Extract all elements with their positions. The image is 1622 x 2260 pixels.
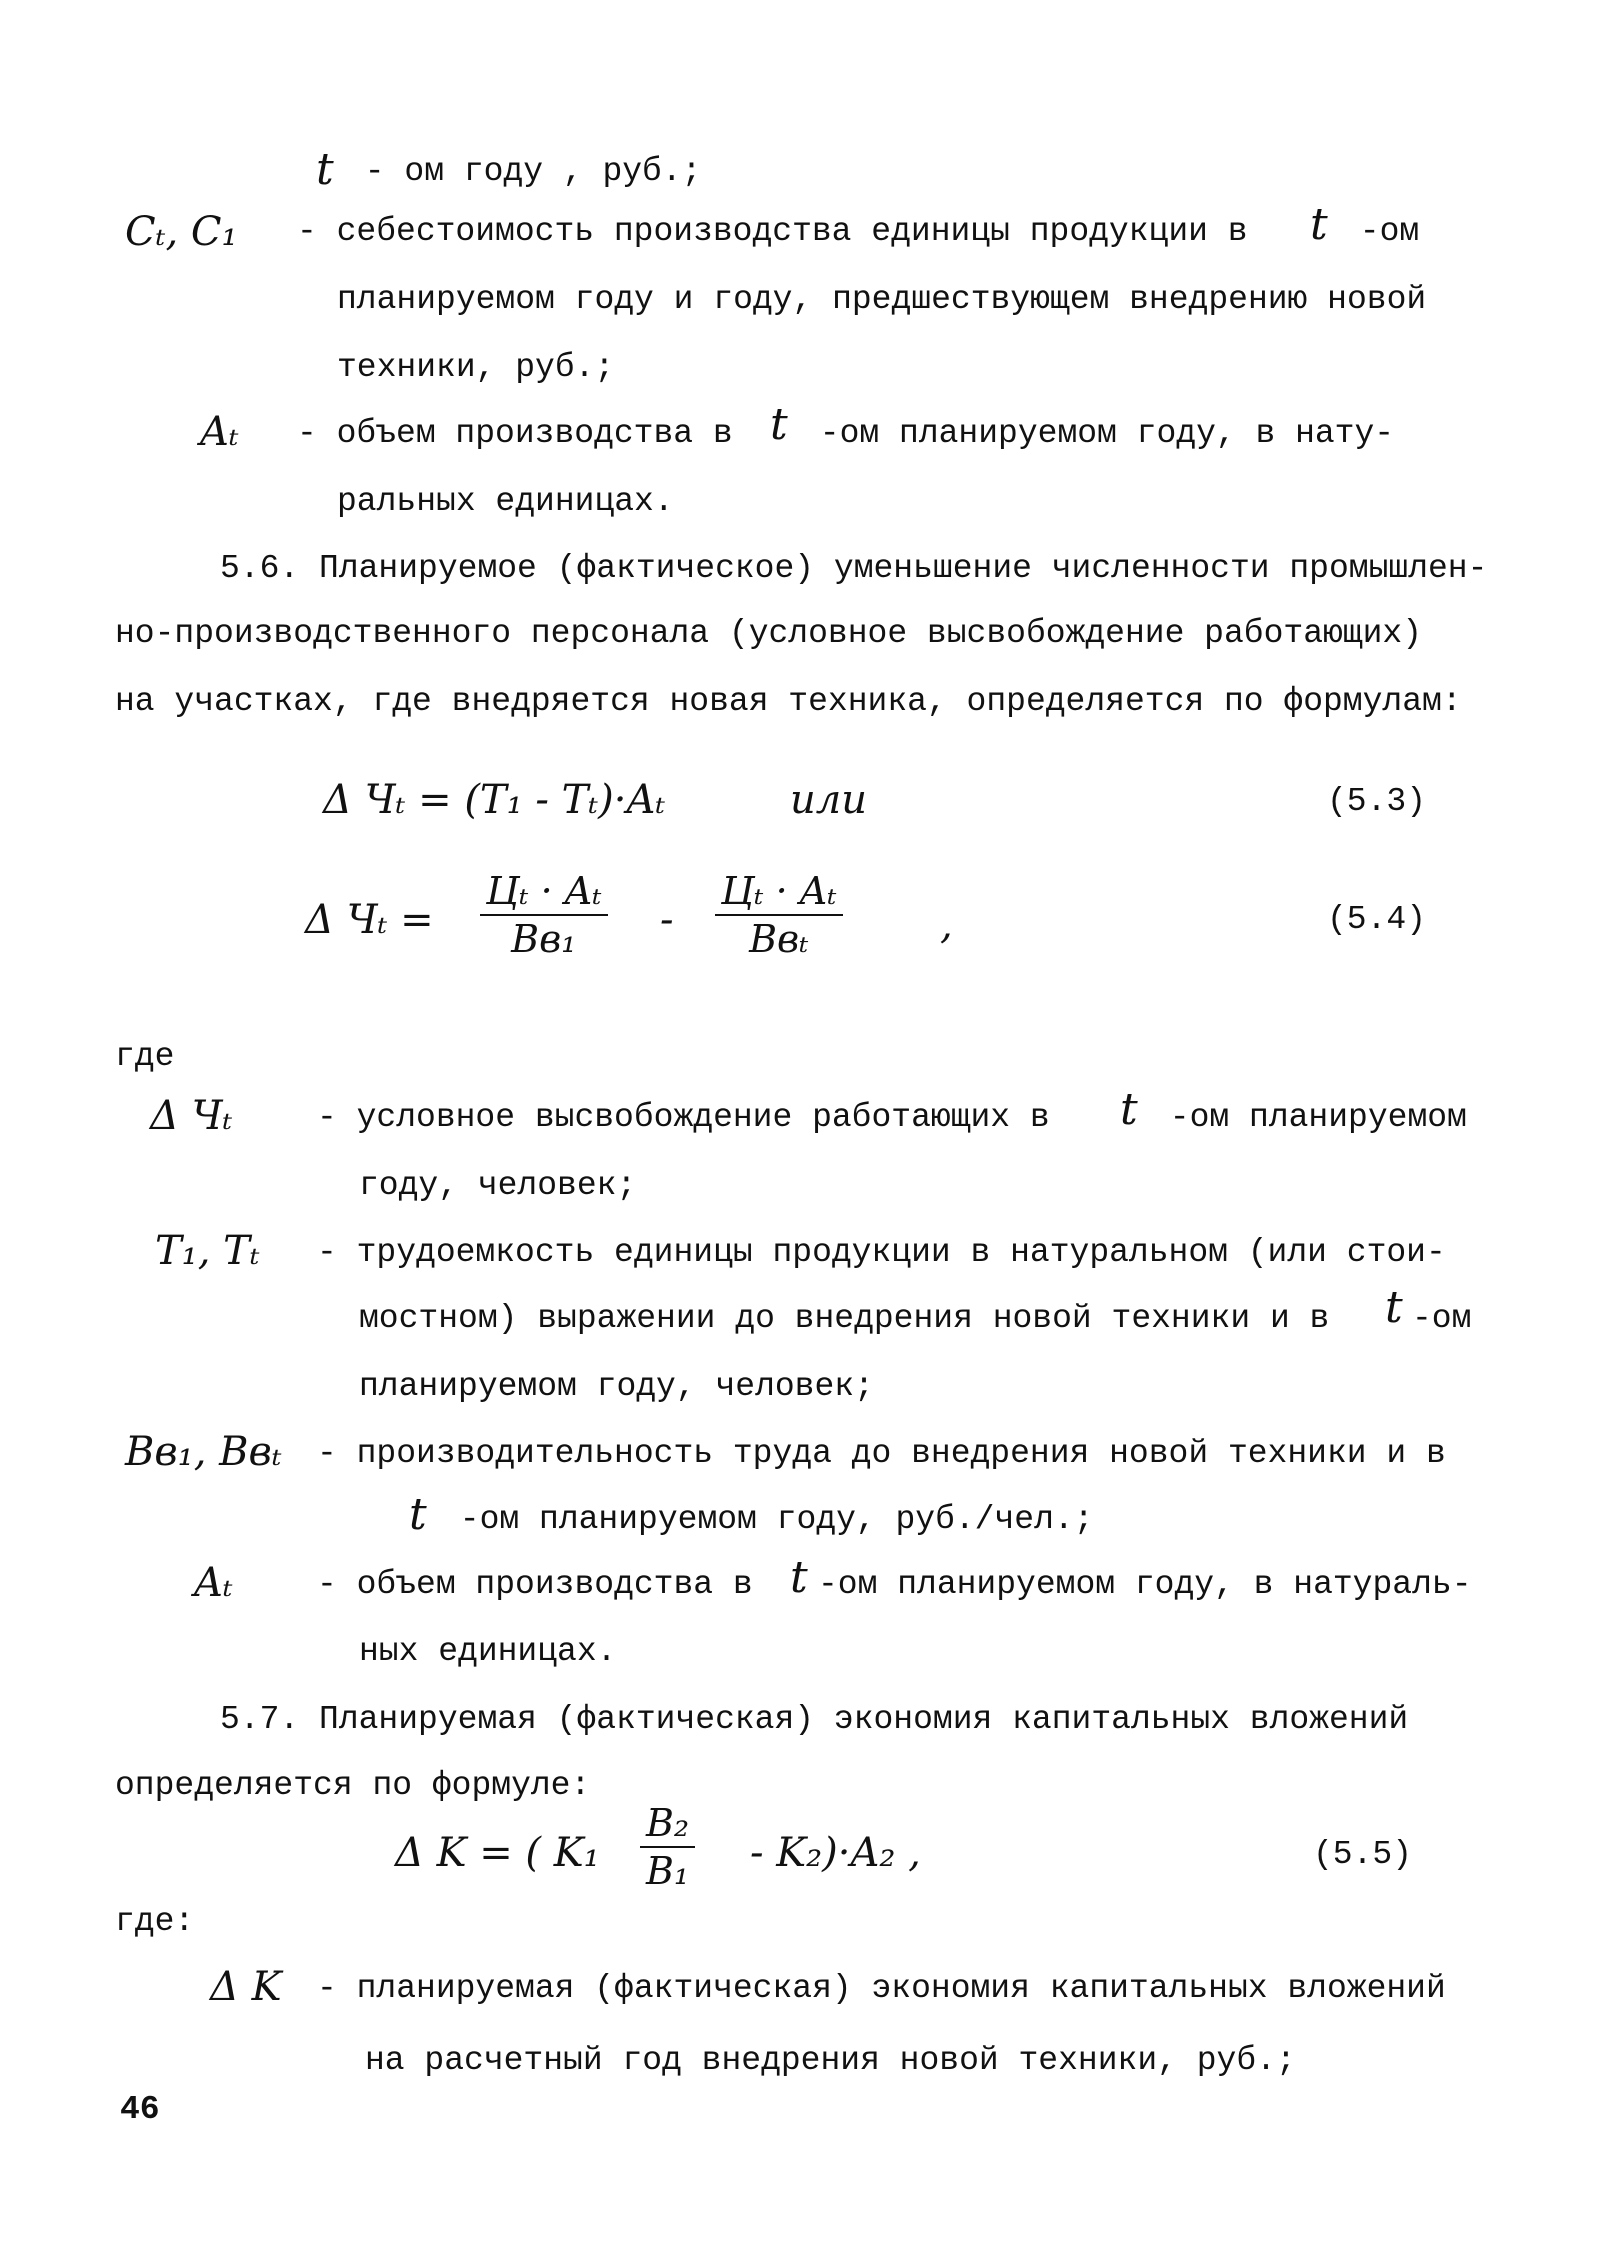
text-line: планируемом году и году, предшествующем внедрению новой [337, 281, 1427, 318]
numerator: B₂ [640, 1800, 695, 1848]
text-line: на расчетный год внедрения новой техники, руб.; [365, 2042, 1296, 2079]
page-number: 46 [120, 2091, 160, 2128]
text-line: -ом планируемом году, руб./чел.; [440, 1501, 1094, 1538]
symbol-a: Aₜ [194, 1560, 233, 1606]
where-label: где: [115, 1903, 195, 1940]
paragraph-line: определяется по формуле: [115, 1767, 591, 1804]
text-line: -ом [1340, 213, 1420, 250]
numerator: Цₜ · Aₜ [480, 868, 608, 916]
denominator: B₁ [646, 1849, 690, 1893]
text-line: мостном) выражении до внедрения новой техники и в [359, 1300, 1330, 1337]
formula-5-5-rhs: - K₂)·A₂ , [750, 1830, 921, 1876]
denominator: Bв₁ [511, 917, 577, 961]
symbol-t: t [316, 144, 334, 195]
symbol-t: t [409, 1489, 427, 1540]
where-label: где [115, 1038, 175, 1075]
numerator: Цₜ · Aₜ [715, 868, 843, 916]
symbol-t: t [770, 399, 788, 450]
text-line: -ом планируемом году, в нату- [800, 415, 1395, 452]
symbol-t1-tt: T₁, Tₜ [155, 1228, 260, 1274]
fraction [480, 868, 608, 962]
symbol-c: Cₜ, C₁ [125, 209, 238, 255]
paragraph-line: 5.6. Планируемое (фактическое) уменьшение численности промышлен- [220, 550, 1488, 587]
text-line: -ом планируемом [1150, 1099, 1467, 1136]
text-line: -ом планируемом году, в натураль- [818, 1566, 1472, 1603]
symbol-b: Bв₁, Bвₜ [125, 1429, 282, 1475]
comma: , [940, 902, 953, 948]
minus-sign: - [660, 897, 674, 943]
text-line: ных единицах. [359, 1633, 617, 1670]
symbol-t: t [790, 1552, 808, 1603]
formula-5-3: Δ Чₜ = (T₁ - Tₜ)·Aₜ [323, 777, 666, 823]
text-line: - себестоимость производства единицы продукции в [297, 213, 1248, 250]
text-line: - планируемая (фактическая) экономия капитальных вложений [317, 1970, 1446, 2007]
text-line: -ом [1412, 1300, 1472, 1337]
symbol-t: t [1120, 1084, 1138, 1135]
text-line: техники, руб.; [337, 349, 615, 386]
text-line: ральных единицах. [337, 483, 674, 520]
paragraph-line: но-производственного персонала (условное высвобождение работающих) [115, 615, 1423, 652]
paragraph-line: 5.7. Планируемая (фактическая) экономия капитальных вложений [220, 1701, 1409, 1738]
equation-number: (5.3) [1327, 783, 1427, 820]
text-line: - объем производства в [317, 1566, 753, 1603]
denominator: Bвₜ [749, 917, 809, 961]
text-line: - объем производства в [297, 415, 733, 452]
equation-number: (5.4) [1327, 901, 1427, 938]
text-line: году, человек; [359, 1167, 637, 1204]
symbol-a: Aₜ [200, 409, 239, 455]
text-line: планируемом году, человек; [359, 1368, 874, 1405]
symbol-delta-k: Δ K [210, 1964, 282, 2010]
paragraph-line: на участках, где внедряется новая техника, определяется по формулам: [115, 683, 1462, 720]
fraction [640, 1800, 695, 1894]
text-line: - производительность труда до внедрения новой техники и в [317, 1435, 1446, 1472]
text-line: - трудоемкость единицы продукции в натуральном (или стои- [317, 1234, 1446, 1271]
text-line: - условное высвобождение работающих в [317, 1099, 1050, 1136]
formula-5-4-lhs: Δ Чₜ = [305, 897, 434, 943]
formula-or: или [790, 777, 867, 823]
symbol-delta-ch: Δ Чₜ [150, 1093, 233, 1139]
symbol-t: t [1310, 199, 1328, 250]
formula-5-5-lhs: Δ K = ( K₁ [395, 1830, 600, 1876]
symbol-t: t [1385, 1282, 1403, 1333]
equation-number: (5.5) [1313, 1836, 1413, 1873]
fraction [715, 868, 843, 962]
text-line: - ом году , руб.; [345, 153, 702, 190]
